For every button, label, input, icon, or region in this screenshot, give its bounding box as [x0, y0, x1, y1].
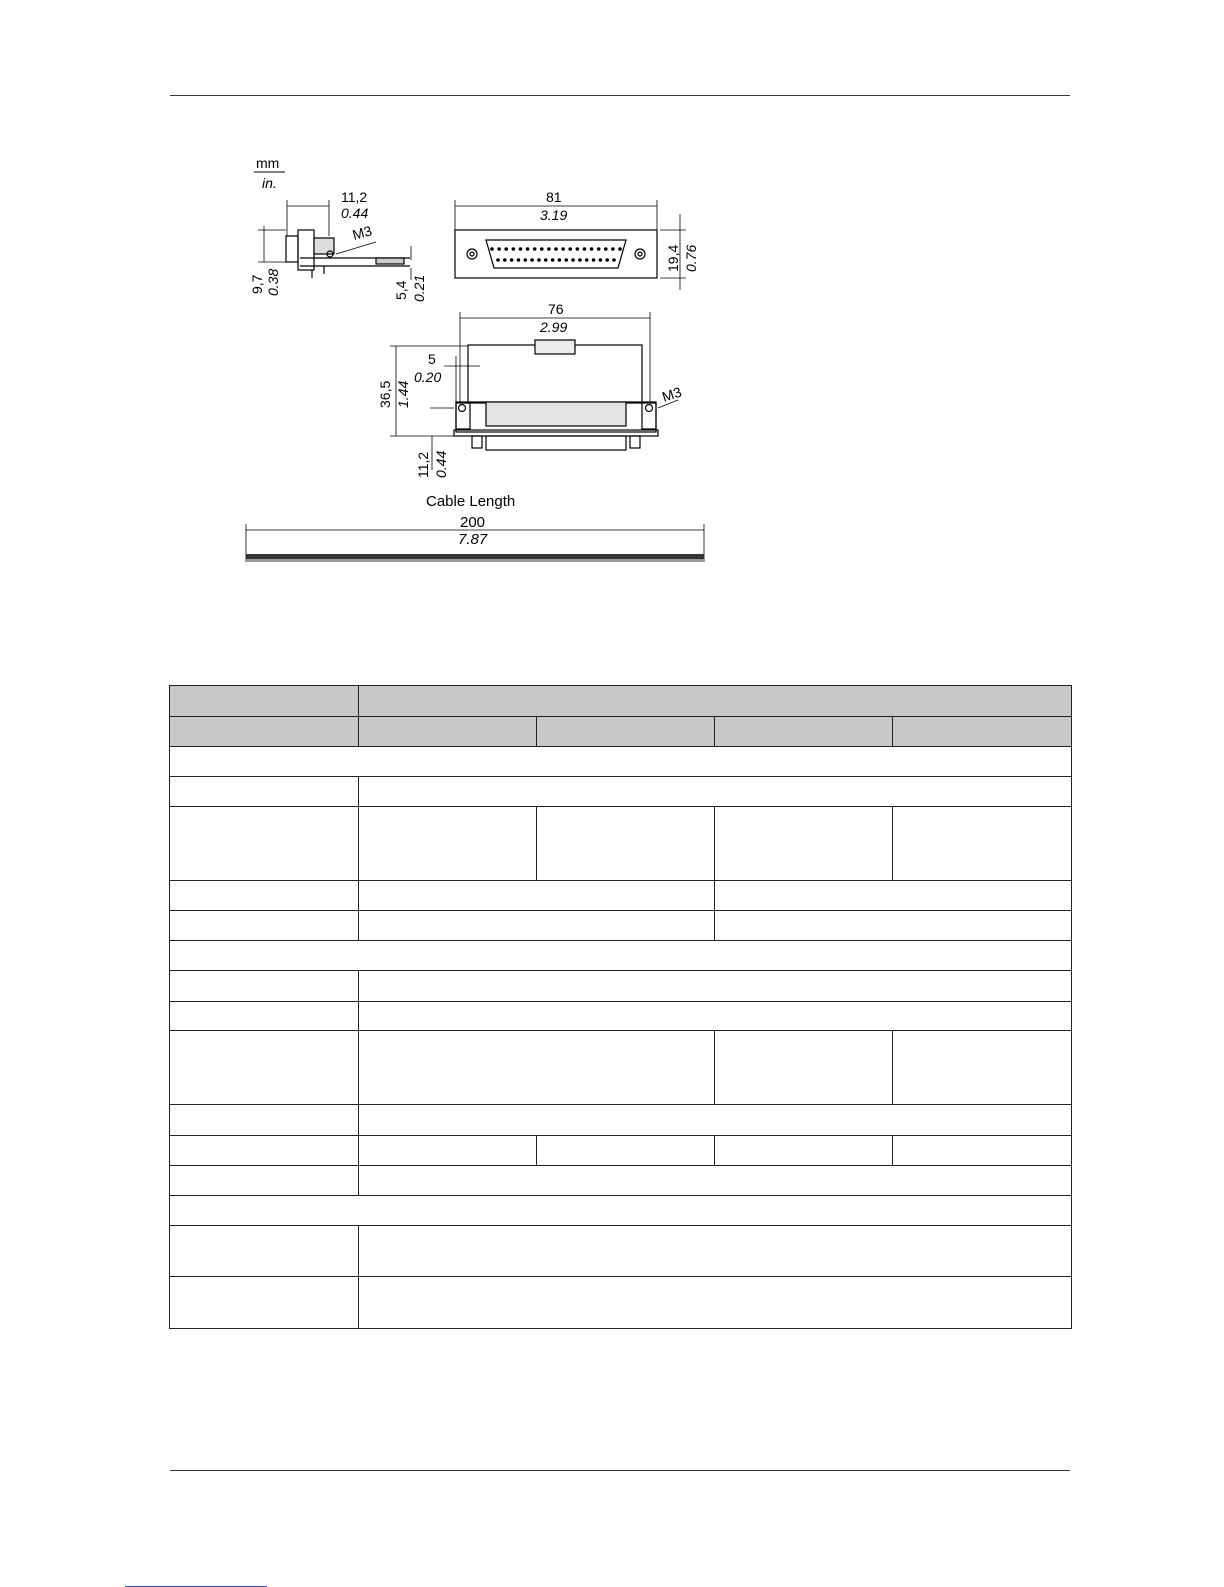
top-height-mm: 36,5: [377, 380, 393, 408]
table-header-row: [170, 686, 1072, 717]
table-cell: [359, 777, 1072, 807]
connector-pin: [561, 247, 565, 251]
table-row: [170, 1031, 1072, 1105]
table-cell: [359, 1031, 715, 1105]
connector-pin: [618, 247, 622, 251]
connector-pin: [576, 247, 580, 251]
table-section-row: [170, 747, 1072, 777]
dimension-drawing: [240, 150, 720, 570]
connector-pins-top: [490, 247, 622, 251]
table-row: [170, 1166, 1072, 1196]
table-cell: [359, 1105, 1072, 1136]
top-lower-mm: 11,2: [415, 451, 431, 478]
table-section-row: [170, 941, 1072, 971]
connector-pin: [558, 258, 562, 262]
table-cell: [170, 971, 359, 1002]
side-height-in: 0.38: [265, 268, 281, 296]
table-cell: [893, 1031, 1072, 1105]
table-cell: [715, 717, 893, 747]
connector-pin: [519, 247, 523, 251]
connector-pin: [599, 258, 603, 262]
connector-pin: [547, 247, 551, 251]
side-depth-mm: 11,2: [341, 189, 368, 205]
spec-table: [169, 685, 1072, 1329]
unit-mm-label: mm: [256, 155, 280, 171]
face-height-in: 0.76: [683, 244, 699, 272]
table-cell: [170, 686, 359, 717]
connector-pin: [611, 247, 615, 251]
table-cell: [537, 1136, 715, 1166]
face-height-mm: 19,4: [665, 244, 681, 272]
table-cell: [359, 807, 537, 881]
table-cell: [359, 881, 715, 911]
top-width-in: 2.99: [540, 319, 568, 335]
connector-pin: [537, 258, 541, 262]
table-cell: [359, 1002, 1072, 1031]
table-cell: [893, 807, 1072, 881]
connector-pin: [512, 247, 516, 251]
side-screw-label: M3: [350, 222, 374, 243]
cable-length-label: Cable Length: [426, 493, 516, 510]
side-depth-in: 0.44: [341, 205, 369, 221]
connector-pin: [597, 247, 601, 251]
connector-pin: [585, 258, 589, 262]
connector-pin: [504, 247, 508, 251]
table-cell: [359, 686, 1072, 717]
connector-pin: [490, 247, 494, 251]
table-cell: [359, 1226, 1072, 1277]
connector-pin: [583, 247, 587, 251]
connector-pin: [551, 258, 555, 262]
face-width-in: 3.19: [540, 207, 568, 223]
connector-pin: [530, 258, 534, 262]
table-cell: [170, 777, 359, 807]
table-cell: [170, 1031, 359, 1105]
side-height-mm: 9,7: [249, 274, 265, 294]
table-cell: [893, 717, 1072, 747]
table-cell: [170, 717, 359, 747]
connector-pin: [526, 247, 530, 251]
connector-pin: [604, 247, 608, 251]
table-cell: [359, 971, 1072, 1002]
top-lower-in: 0.44: [433, 450, 449, 478]
connector-pin: [523, 258, 527, 262]
header-rule: [170, 95, 1070, 96]
top-inset-in: 0.20: [414, 369, 442, 385]
table-cell: [359, 1136, 537, 1166]
table-row: [170, 1136, 1072, 1166]
table-cell: [170, 747, 1072, 777]
connector-pin: [605, 258, 609, 262]
connector-pin: [540, 247, 544, 251]
table-cell: [359, 1166, 1072, 1196]
connector-pin: [517, 258, 521, 262]
face-width-mm: 81: [546, 189, 562, 205]
connector-pin: [590, 247, 594, 251]
table-cell: [715, 807, 893, 881]
table-cell: [715, 1136, 893, 1166]
connector-pin: [568, 247, 572, 251]
table-row: [170, 777, 1072, 807]
table-cell: [359, 1277, 1072, 1329]
table-cell: [170, 941, 1072, 971]
connector-pin: [497, 247, 501, 251]
table-cell: [359, 911, 715, 941]
connector-pin: [592, 258, 596, 262]
table-row: [170, 1002, 1072, 1031]
table-row: [170, 911, 1072, 941]
table-cell: [170, 1277, 359, 1329]
table-cell: [537, 717, 715, 747]
table-cell: [170, 1002, 359, 1031]
connector-pins-bottom: [496, 258, 616, 262]
side-view: [286, 230, 410, 278]
table-cell: [715, 881, 1072, 911]
connector-pin: [612, 258, 616, 262]
side-offset-in: 0.21: [411, 274, 427, 302]
connector-pin: [564, 258, 568, 262]
table-cell: [170, 1166, 359, 1196]
connector-pin: [496, 258, 500, 262]
table-cell: [170, 1136, 359, 1166]
table-cell: [170, 807, 359, 881]
table-row: [170, 1277, 1072, 1329]
table-cell: [537, 807, 715, 881]
table-cell: [715, 911, 1072, 941]
table-row: [170, 1105, 1072, 1136]
table-cell: [170, 1196, 1072, 1226]
table-row: [170, 971, 1072, 1002]
connector-pin: [510, 258, 514, 262]
connector-pin: [571, 258, 575, 262]
connector-pin: [578, 258, 582, 262]
unit-in-label: in.: [262, 175, 277, 191]
table-header-row: [170, 717, 1072, 747]
footer-rule: [170, 1470, 1070, 1471]
table-cell: [170, 911, 359, 941]
table-cell: [170, 881, 359, 911]
table-cell: [170, 1226, 359, 1277]
table-row: [170, 881, 1072, 911]
table-row: [170, 807, 1072, 881]
cable-length-in: 7.87: [458, 531, 488, 548]
table-cell: [893, 1136, 1072, 1166]
connector-face: [455, 230, 657, 278]
top-inset-mm: 5: [428, 351, 436, 367]
side-offset-mm: 5,4: [393, 280, 409, 300]
top-view: [454, 340, 658, 450]
table-section-row: [170, 1196, 1072, 1226]
table-cell: [170, 1105, 359, 1136]
connector-pin: [503, 258, 507, 262]
table-cell: [359, 717, 537, 747]
top-height-in: 1.44: [395, 380, 411, 408]
top-width-mm: 76: [548, 301, 564, 317]
table-row: [170, 1226, 1072, 1277]
connector-pin: [544, 258, 548, 262]
cable-length-mm: 200: [460, 514, 486, 531]
table-cell: [715, 1031, 893, 1105]
cable-bar: [246, 554, 704, 559]
connector-pin: [554, 247, 558, 251]
top-screw-label: M3: [659, 383, 684, 405]
connector-pin: [533, 247, 537, 251]
